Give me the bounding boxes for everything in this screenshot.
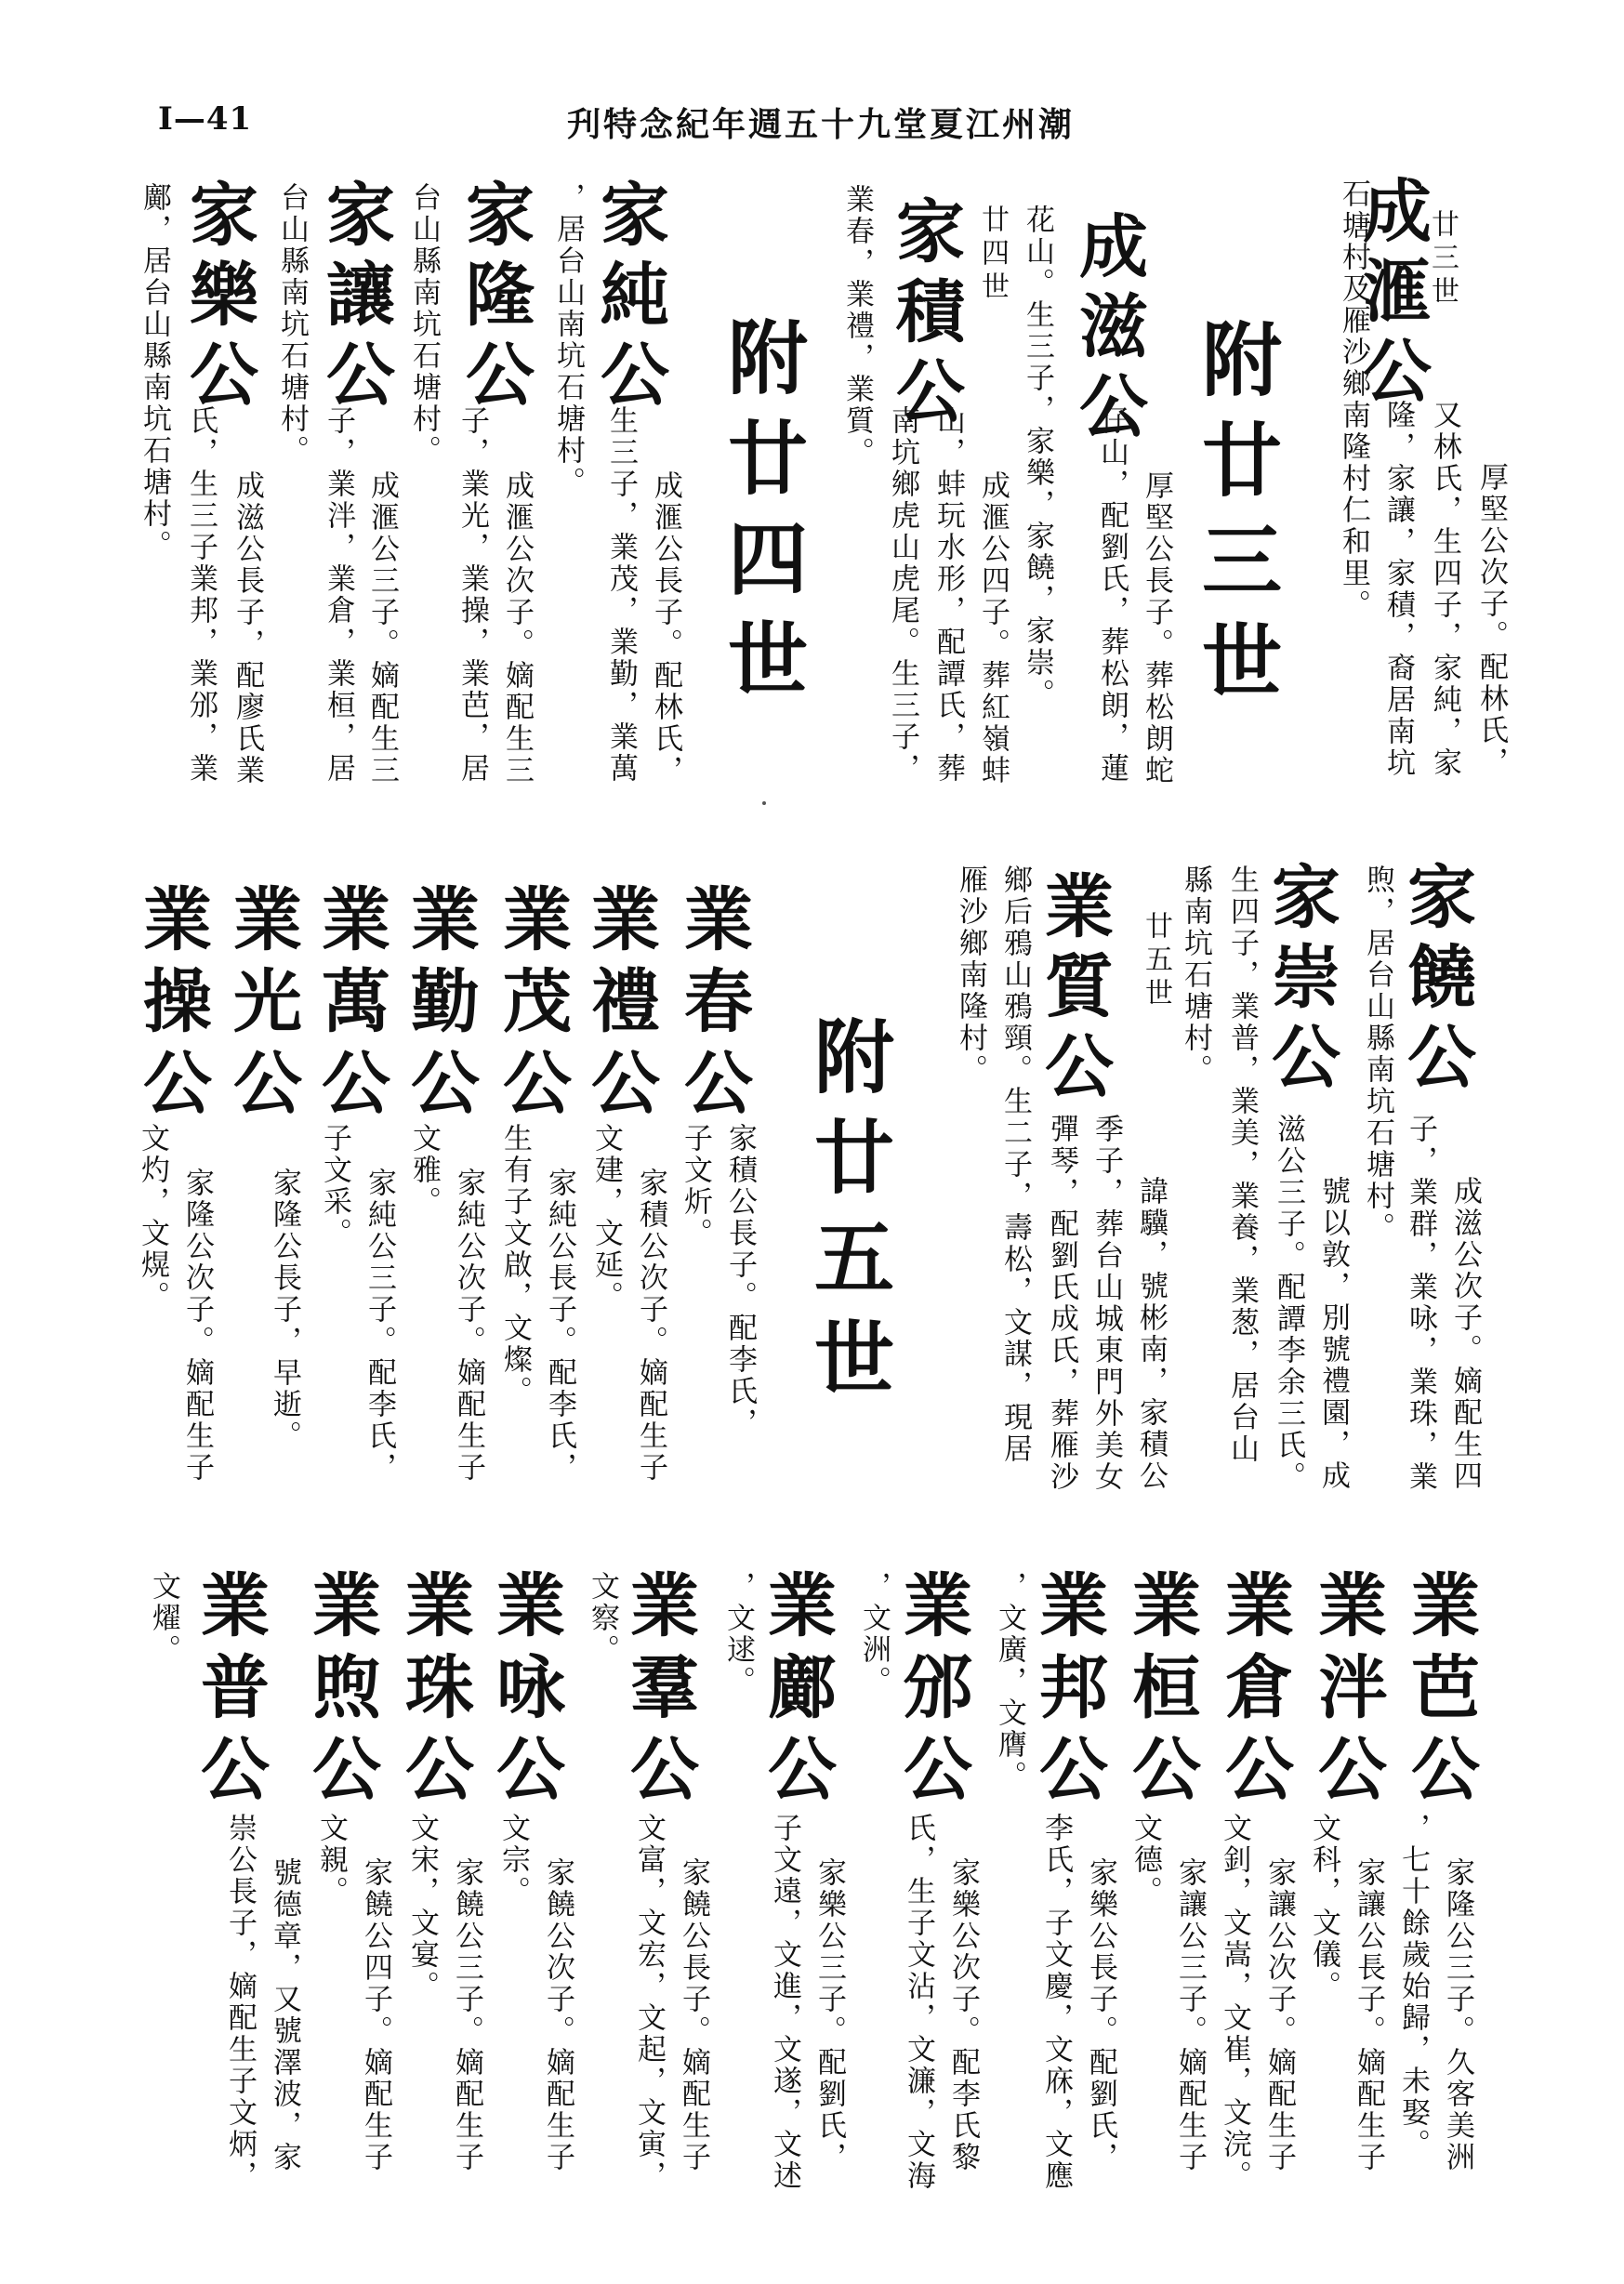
jialong-bio-2: 子，業光，業操，業芭，居 bbox=[456, 405, 489, 785]
yehuan-name: 業桓公 bbox=[1121, 1569, 1201, 1815]
jialong-bio-3: 台山縣南坑石塘村。 bbox=[407, 182, 441, 467]
yebin-bio-1: 家樂公次子。配李氏黎 bbox=[946, 1857, 980, 2173]
yequn-bio-3: 文察。 bbox=[586, 1571, 619, 1666]
yezhi-bio-5: 雁沙鄉南隆村。 bbox=[954, 865, 987, 1086]
yemao-bio-1: 家純公長子。配李氏， bbox=[543, 1168, 576, 1484]
jiachun-bio-3: ，居台山南坑石塘村。 bbox=[551, 182, 585, 498]
jiaji-bio-1: 成滙公四子。葬紅嶺蚌 bbox=[976, 470, 1010, 786]
yecang-name: 業倉公 bbox=[1214, 1569, 1294, 1815]
yezhi-bio-3: 彈琴，配劉氏成氏，葬雁沙 bbox=[1045, 1114, 1078, 1493]
jiachun-bio-2: 生三子，業茂，業勤，業萬 bbox=[604, 405, 638, 785]
jiaji-name: 家積公 bbox=[885, 195, 965, 435]
yemao-name: 業茂公 bbox=[492, 883, 572, 1129]
yezhu-bio-2: 文宋，文宴。 bbox=[405, 1813, 439, 2002]
yepan-name: 業泮公 bbox=[1307, 1569, 1387, 1815]
yecao-name: 業操公 bbox=[132, 883, 212, 1129]
jiachun-name: 家純公 bbox=[589, 178, 669, 418]
jiachun-bio-1: 成滙公長子。配林氏， bbox=[649, 470, 682, 786]
jiarao-bio-1: 成滋公次子。嫡配生四 bbox=[1448, 1176, 1482, 1492]
jiachong-bio-3: 生四子，業普，業美，業養，業葱，居台山 bbox=[1225, 865, 1259, 1465]
chengya-bio-4: 石塘村及雁沙鄉南隆村仁和里。 bbox=[1337, 178, 1370, 621]
yeqin-bio-1: 家純公次子。嫡配生子 bbox=[452, 1168, 485, 1484]
chengya-bio-2: 又林氏，生四子，家純，家 bbox=[1428, 400, 1461, 779]
yezhi-name: 業質公 bbox=[1034, 870, 1114, 1110]
yehuan-bio-1: 家讓公三子。嫡配生子 bbox=[1173, 1857, 1207, 2173]
jiaji-bio-4: 業春，業禮，業質。 bbox=[840, 184, 874, 469]
gen-label-23: 廿三世 bbox=[1426, 209, 1459, 310]
yepu-name: 業普公 bbox=[190, 1569, 270, 1815]
yecang-bio-2: 文釗，文嵩，文崔，文浣。 bbox=[1218, 1813, 1251, 2192]
jiarao-name: 家饒公 bbox=[1396, 861, 1476, 1101]
jiale-name: 家樂公 bbox=[178, 178, 258, 418]
section-heading-24: 附廿四世 bbox=[714, 316, 808, 718]
yequn-name: 業羣公 bbox=[619, 1569, 699, 1815]
yebang-bio-3: ，文廣，文膺。 bbox=[993, 1571, 1026, 1792]
chengzi-name: 成滋公 bbox=[1068, 210, 1148, 450]
yechun-bio-1: 家積公長子。配李氏， bbox=[723, 1123, 757, 1439]
section-heading-23: 附廿三世 bbox=[1188, 318, 1282, 720]
yexu-bio-1: 家饒公四子。嫡配生子 bbox=[359, 1857, 392, 2173]
jiachong-name: 家崇公 bbox=[1261, 861, 1340, 1101]
yekuang-name: 業鄺公 bbox=[757, 1569, 837, 1815]
section-heading-25: 附廿五世 bbox=[800, 1015, 894, 1417]
jialong-name: 家隆公 bbox=[455, 178, 535, 418]
yebin-name: 業邠公 bbox=[892, 1569, 972, 1815]
yebin-bio-2: 氏，生子文沾，文濂，文海 bbox=[902, 1813, 935, 2192]
jiale-bio-2: 氏，生三子業邦，業邠，業 bbox=[184, 405, 218, 785]
running-head: 刋特念紀年週五十九堂夏江州潮 bbox=[567, 105, 1076, 144]
yehuan-bio-2: 文德。 bbox=[1129, 1813, 1162, 1908]
yeguang-name: 業光公 bbox=[222, 883, 302, 1129]
yebang-name: 業邦公 bbox=[1028, 1569, 1108, 1815]
jiarang-bio-3: 台山縣南坑石塘村。 bbox=[275, 182, 309, 467]
chengya-bio-3: 隆，家讓，家積，裔居南坑 bbox=[1381, 400, 1415, 779]
yecao-bio-2: 文灼，文熀。 bbox=[136, 1123, 169, 1313]
jiachong-bio-2: 滋公三子。配譚李余三氏。 bbox=[1272, 1114, 1305, 1493]
chengya-bio-1: 厚堅公次子。配林氏， bbox=[1474, 462, 1508, 778]
yexu-name: 業煦公 bbox=[301, 1569, 381, 1815]
chengzi-bio-2: 仔山，配劉氏，葬松朗，蓮 bbox=[1095, 405, 1129, 785]
jiaji-bio-3: 南坑鄉虎山虎尾。生三子， bbox=[886, 405, 919, 785]
jiale-bio-1: 成滋公長子，配廖氏業 bbox=[231, 470, 264, 786]
page-number: I—41 bbox=[158, 100, 253, 138]
gen-label-24: 廿四世 bbox=[976, 205, 1009, 305]
jialong-bio-1: 成滙公次子。嫡配生三 bbox=[500, 470, 534, 786]
yezhi-bio-2: 季子，葬台山城東門外美女 bbox=[1089, 1114, 1123, 1493]
yeqin-name: 業勤公 bbox=[400, 883, 480, 1129]
yeyong-bio-1: 家饒公次子。嫡配生子 bbox=[541, 1857, 574, 2173]
yeyong-bio-2: 文宗。 bbox=[496, 1813, 530, 1908]
yezhi-bio-1: 諱驥，號彬南，家積公 bbox=[1134, 1176, 1168, 1492]
yemao-bio-2: 生有子文啟，文燦。 bbox=[498, 1123, 532, 1407]
yezhu-bio-1: 家饒公三子。嫡配生子 bbox=[450, 1857, 483, 2173]
yeba-bio-1: 家隆公三子。久客美洲 bbox=[1441, 1857, 1474, 2173]
yewan-name: 業萬公 bbox=[310, 883, 390, 1129]
yekuang-bio-3: ，文逑。 bbox=[721, 1571, 755, 1697]
jiarang-bio-2: 子，業泮，業倉，業桓，居 bbox=[322, 405, 355, 785]
gen-label-25: 廿五世 bbox=[1140, 911, 1172, 1011]
yekuang-bio-2: 子文遠，文進，文遂，文述 bbox=[768, 1813, 801, 2192]
print-speck bbox=[762, 801, 766, 805]
jiaji-bio-2: 山，蚌玩水形，配譚氏，葬 bbox=[931, 405, 965, 785]
yequn-bio-1: 家饒公長子。嫡配生子 bbox=[677, 1857, 710, 2173]
yekuang-bio-1: 家樂公三子。配劉氏， bbox=[812, 1857, 846, 2173]
yewan-bio-2: 子文采。 bbox=[318, 1123, 351, 1249]
yeli-bio-1: 家積公次子。嫡配生子 bbox=[634, 1168, 667, 1484]
yebin-bio-3: ，文洲。 bbox=[857, 1571, 891, 1697]
yezhu-name: 業珠公 bbox=[394, 1569, 474, 1815]
jiarao-bio-3: 煦，居台山縣南坑石塘村。 bbox=[1361, 865, 1394, 1244]
jiachong-bio-4: 縣南坑石塘村。 bbox=[1179, 865, 1212, 1086]
yepu-bio-2: 崇公長子，嫡配生子文炳， bbox=[223, 1813, 257, 2192]
jiarang-name: 家讓公 bbox=[315, 178, 395, 418]
yecao-bio-1: 家隆公次子。嫡配生子 bbox=[180, 1168, 214, 1484]
chengzi-bio-1: 厚堅公長子。葬松朗蛇 bbox=[1140, 470, 1173, 786]
yequn-bio-2: 文富，文宏，文起，文寅， bbox=[632, 1813, 666, 2192]
jiarao-bio-2: 子，業群，業咏，業珠，業 bbox=[1404, 1114, 1437, 1493]
yeli-bio-2: 文建，文延。 bbox=[589, 1123, 623, 1313]
yeli-name: 業禮公 bbox=[580, 883, 660, 1129]
yeba-bio-2: ，七十餘歲始歸，未娶。 bbox=[1396, 1813, 1430, 2160]
chengya-name: 成滙公 bbox=[1352, 175, 1432, 415]
yepu-bio-1: 號德章，又號澤波，家 bbox=[268, 1857, 301, 2173]
chengzi-bio-3: 花山。生三子，家樂，家饒，家崇。 bbox=[1021, 205, 1054, 710]
yeba-name: 業芭公 bbox=[1400, 1569, 1480, 1815]
yewan-bio-1: 家純公三子。配李氏， bbox=[363, 1168, 396, 1484]
yebang-bio-2: 李氏，子文慶，文庥，文應 bbox=[1039, 1813, 1073, 2192]
jiachong-bio-1: 號以敦，別號禮園，成 bbox=[1316, 1176, 1350, 1492]
yechun-bio-2: 子文炘。 bbox=[679, 1123, 712, 1249]
yepan-bio-1: 家讓公長子。嫡配生子 bbox=[1352, 1857, 1385, 2173]
yeqin-bio-2: 文雅。 bbox=[407, 1123, 441, 1218]
yechun-name: 業春公 bbox=[673, 883, 753, 1129]
yecang-bio-1: 家讓公次子。嫡配生子 bbox=[1262, 1857, 1296, 2173]
jiarang-bio-1: 成滙公三子。嫡配生三 bbox=[365, 470, 399, 786]
jiale-bio-3: 鄺，居台山縣南坑石塘村。 bbox=[138, 182, 171, 561]
yexu-bio-2: 文親。 bbox=[314, 1813, 348, 1908]
yepu-bio-3: 文燿。 bbox=[147, 1571, 180, 1666]
yezhi-bio-4: 鄉后鴉山鴉頸。生二子，壽松，文謀，現居 bbox=[998, 865, 1032, 1465]
yebang-bio-1: 家樂公長子。配劉氏， bbox=[1084, 1857, 1117, 2173]
yeyong-name: 業咏公 bbox=[485, 1569, 565, 1815]
yeguang-bio-1: 家隆公長子，早逝。 bbox=[268, 1168, 301, 1452]
yepan-bio-2: 文科，文儀。 bbox=[1307, 1813, 1340, 2002]
